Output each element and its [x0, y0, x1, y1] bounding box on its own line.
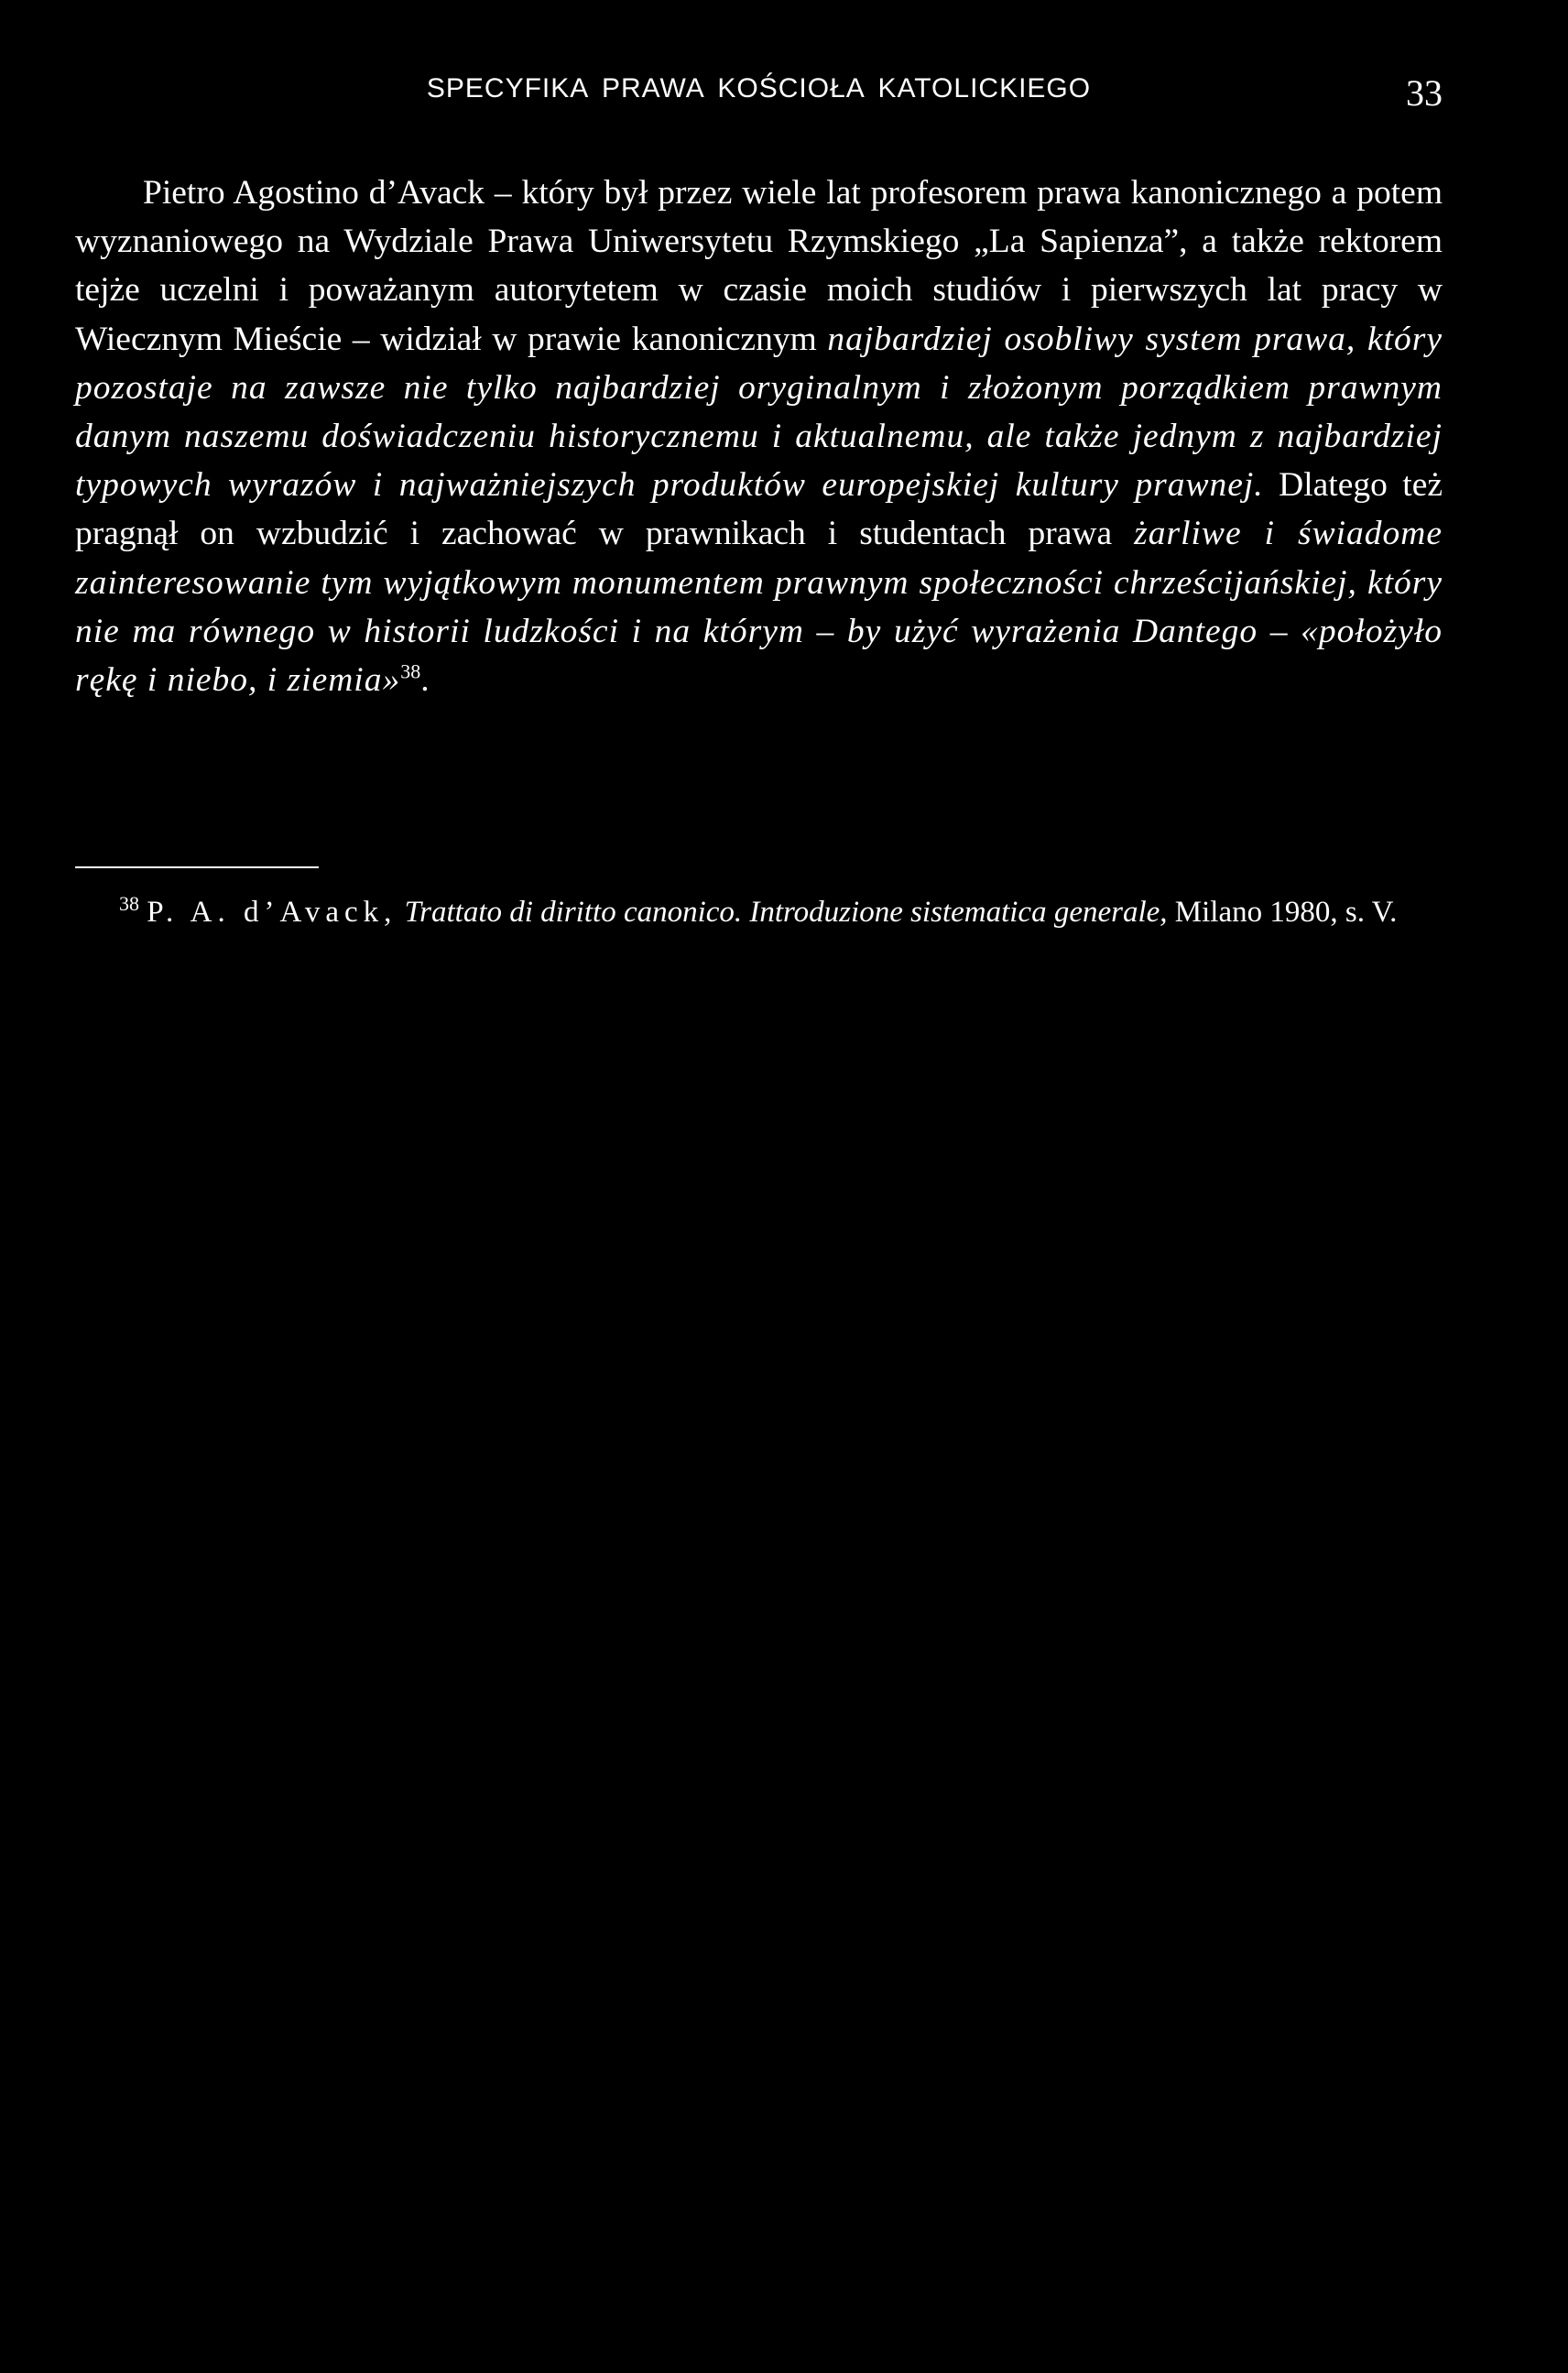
footnote-publication: Milano 1980, s. V.	[1167, 896, 1398, 929]
running-header	[75, 71, 1443, 117]
footnote	[75, 890, 1443, 934]
paragraph-text-run: Pietro Agostino d’Avack – który był przez wiele lat profesorem prawa kanonicznego a potem wyznaniowego na Wydziale Prawa Uniwersytetu Rzymskiego „La Sapienza”, a także rektorem tejże uczelni i poważanym autorytetem w czasie moich studiów i pierwszych lat pracy w Wiecznym Mieście – widział w prawie kanonicznym	[75, 174, 1443, 358]
paragraph-end: .	[420, 661, 430, 700]
footnote-reference: 38	[400, 659, 421, 683]
paragraph-quotation-italic: żarliwe i świadome zainteresowanie tym wyjątkowym monumentem prawnym społeczności chrześcijańskiej, który nie ma równego w historii ludzkości i na którym – by użyć wyrażenia Dantego – «położyło rękę i niebo, i ziemia»	[75, 515, 1443, 700]
page-number: 33	[1406, 72, 1443, 114]
footnote-divider	[75, 866, 319, 868]
paragraph-quotation-italic: najbardziej osobliwy system prawa, który pozostaje na zawsze nie tylko najbardziej oryginalnym i złożonym porządkiem prawnym danym naszemu doświadczeniu historycznemu i aktualnemu, ale także jednym z najbardziej typowych wyrazów i najważniejszych produktów europejskiej kultury prawnej.	[75, 320, 1443, 505]
body-paragraph	[75, 169, 1443, 704]
paragraph-indent	[75, 174, 143, 212]
footnote-number: 38	[119, 892, 139, 915]
running-title: SPECYFIKA PRAWA KOŚCIOŁA KATOLICKIEGO	[426, 73, 1092, 103]
paragraph-text-run: Dlatego też pragnął on wzbudzić i zachować w prawnikach i studentach prawa	[75, 466, 1443, 553]
footnote-title: Trattato di diritto canonico. Introduzione sistematica generale,	[404, 896, 1168, 929]
footnote-author: P. A. d’Avack,	[147, 896, 397, 929]
